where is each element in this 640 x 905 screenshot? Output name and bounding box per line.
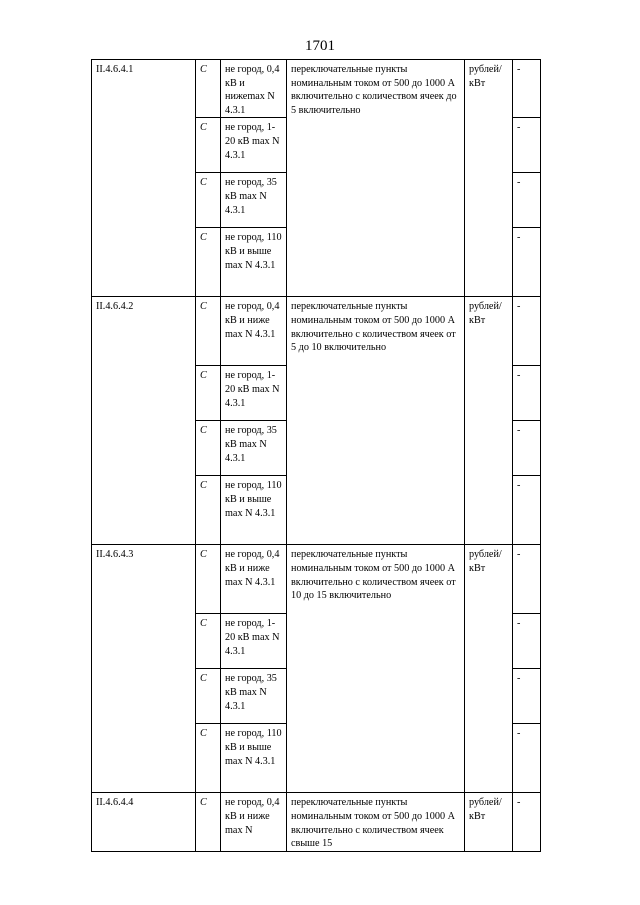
item-code: II.4.6.4.2 [92, 297, 196, 545]
category-cell: С [196, 118, 221, 173]
table-row [92, 793, 541, 851]
category-cell: С [196, 366, 221, 421]
category-cell: С [196, 724, 221, 793]
condition-cell: не город, 1-20 кВ max N 4.3.1 [221, 614, 287, 669]
value-cell: - [513, 614, 541, 669]
category-cell: С [196, 297, 221, 366]
condition-cell: не город, 110 кВ и выше max N 4.3.1 [221, 476, 287, 545]
category-cell: С [196, 669, 221, 724]
item-description: переключательные пункты номинальным током от 500 до 1000 А включительно с количеством ячеек от 5 до 10 включительно [287, 297, 465, 545]
tariff-table-body [92, 60, 541, 852]
condition-cell: не город, 35 кВ max N 4.3.1 [221, 421, 287, 476]
condition-cell: не город, 35 кВ max N 4.3.1 [221, 173, 287, 228]
table-row [92, 60, 541, 118]
table-row [92, 545, 541, 614]
category-cell: С [196, 614, 221, 669]
condition-cell: не город, 1-20 кВ max N 4.3.1 [221, 118, 287, 173]
item-code: II.4.6.4.3 [92, 545, 196, 793]
value-cell: - [513, 173, 541, 228]
value-cell: - [513, 724, 541, 793]
category-cell: С [196, 60, 221, 118]
value-cell: - [513, 476, 541, 545]
category-cell: С [196, 173, 221, 228]
value-cell: - [513, 60, 541, 118]
value-cell: - [513, 228, 541, 297]
value-cell: - [513, 421, 541, 476]
condition-cell: не город, 35 кВ max N 4.3.1 [221, 669, 287, 724]
unit-cell: рублей/ кВт [465, 60, 513, 297]
category-cell: С [196, 476, 221, 545]
value-cell: - [513, 669, 541, 724]
condition-cell: не город, 110 кВ и выше max N 4.3.1 [221, 724, 287, 793]
condition-cell: не город, 0,4 кВ и ниже max N 4.3.1 [221, 545, 287, 614]
item-description: переключательные пункты номинальным током от 500 до 1000 А включительно с количеством ячеек свыше 15 [287, 793, 465, 851]
condition-cell: не город, 1-20 кВ max N 4.3.1 [221, 366, 287, 421]
item-description: переключательные пункты номинальным током от 500 до 1000 А включительно с количеством ячеек от 10 до 15 включительно [287, 545, 465, 793]
value-cell: - [513, 118, 541, 173]
category-cell: С [196, 793, 221, 851]
category-cell: С [196, 545, 221, 614]
unit-cell: рублей/ кВт [465, 545, 513, 793]
unit-cell: рублей/ кВт [465, 297, 513, 545]
condition-cell: не город, 0,4 кВ и ниже max N 4.3.1 [221, 297, 287, 366]
condition-cell: не город, 110 кВ и выше max N 4.3.1 [221, 228, 287, 297]
item-description: переключательные пункты номинальным током от 500 до 1000 А включительно с количеством ячеек до 5 включительно [287, 60, 465, 297]
value-cell: - [513, 545, 541, 614]
item-code: II.4.6.4.1 [92, 60, 196, 297]
category-cell: С [196, 421, 221, 476]
category-cell: С [196, 228, 221, 297]
unit-cell: рублей/ кВт [465, 793, 513, 851]
value-cell: - [513, 297, 541, 366]
table-row [92, 297, 541, 366]
condition-cell: не город, 0,4 кВ и ниже max N [221, 793, 287, 851]
value-cell: - [513, 366, 541, 421]
page-number: 1701 [305, 38, 335, 54]
tariff-table [91, 59, 541, 852]
value-cell: - [513, 793, 541, 851]
item-code: II.4.6.4.4 [92, 793, 196, 851]
condition-cell: не город, 0,4 кВ и нижеmax N 4.3.1 [221, 60, 287, 118]
